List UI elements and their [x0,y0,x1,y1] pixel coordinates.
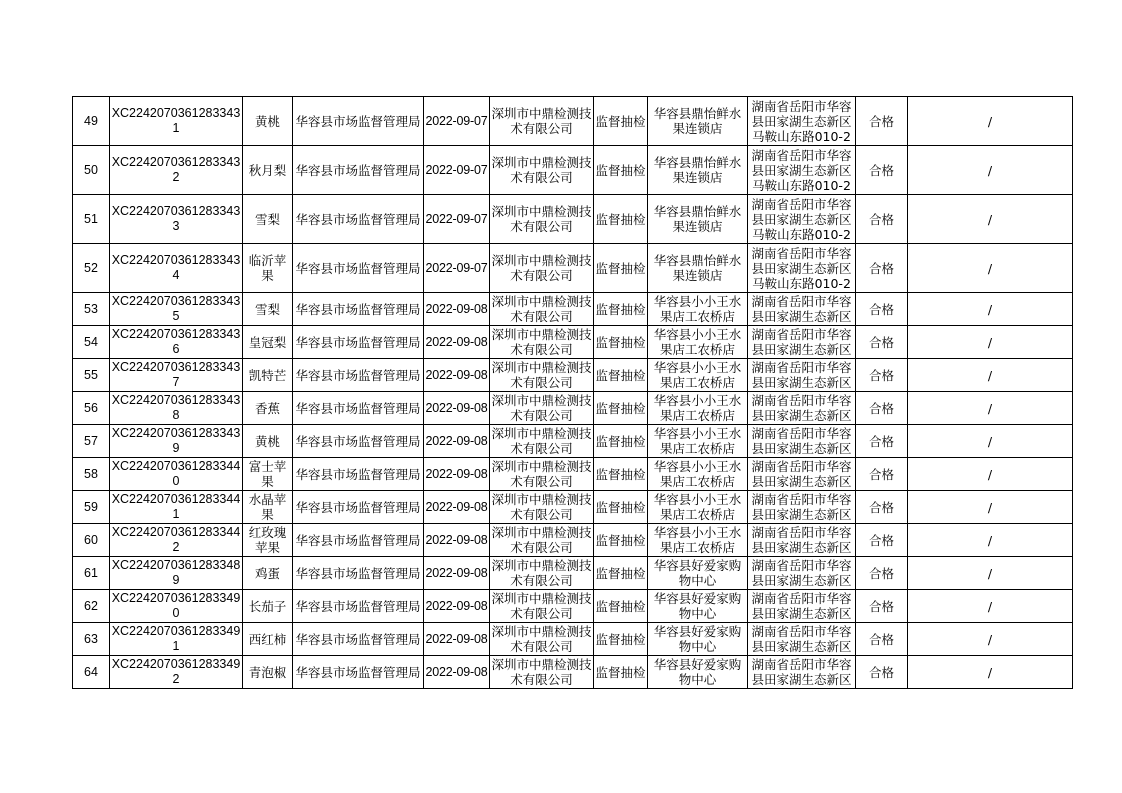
table-row [73,524,1073,557]
sample-code-cell: XC2242070361283348 9 [110,557,243,590]
unit-address-cell: 湖南省岳阳市华容县田家湖生态新区 [748,557,856,590]
task-type-cell: 监督抽检 [594,97,648,146]
sampled-unit-cell: 华容县小小王水果店工农桥店 [648,491,748,524]
result-cell: 合格 [856,458,908,491]
sample-name-cell: 富士苹果 [243,458,293,491]
table-body [73,97,1073,689]
table-row [73,656,1073,689]
sample-code-cell: XC2242070361283349 1 [110,623,243,656]
organizer-cell: 华容县市场监督管理局 [293,244,424,293]
sample-name-cell: 青泡椒 [243,656,293,689]
row-number-cell: 51 [73,195,110,244]
unit-address-cell: 湖南省岳阳市华容县田家湖生态新区马鞍山东路010-2 [748,146,856,195]
unit-address-cell: 湖南省岳阳市华容县田家湖生态新区 [748,359,856,392]
task-type-cell: 监督抽检 [594,425,648,458]
sampled-unit-cell: 华容县鼎怡鲜水果连锁店 [648,195,748,244]
inspection-results-table [72,96,1073,689]
sampled-unit-cell: 华容县小小王水果店工农桥店 [648,425,748,458]
row-number-cell: 49 [73,97,110,146]
testing-lab-cell: 深圳市中鼎检测技术有限公司 [491,492,592,522]
sampling-date-cell: 2022-09-08 [424,656,490,689]
sampled-unit-cell: 华容县小小王水果店工农桥店 [648,293,748,326]
organizer-cell: 华容县市场监督管理局 [293,97,424,146]
sample-name-cell: 凯特芒 [243,359,293,392]
table-row [73,326,1073,359]
unit-address-cell: 湖南省岳阳市华容县田家湖生态新区 [748,656,856,689]
testing-lab-cell: 深圳市中鼎检测技术有限公司 [491,426,592,456]
sampling-date-cell: 2022-09-08 [424,623,490,656]
testing-lab-cell: 深圳市中鼎检测技术有限公司 [491,393,592,423]
result-cell: 合格 [856,326,908,359]
unit-address-cell: 湖南省岳阳市华容县田家湖生态新区马鞍山东路010-2 [748,195,856,244]
remark-cell: / [908,623,1073,656]
sampled-unit-cell: 华容县鼎怡鲜水果连锁店 [648,146,748,195]
sampled-unit-cell: 华容县小小王水果店工农桥店 [648,326,748,359]
row-number-cell: 57 [73,425,110,458]
unit-address-cell: 湖南省岳阳市华容县田家湖生态新区 [748,623,856,656]
sample-name-cell: 临沂苹果 [243,244,293,293]
unit-address-cell: 湖南省岳阳市华容县田家湖生态新区 [748,458,856,491]
organizer-cell: 华容县市场监督管理局 [293,425,424,458]
result-cell: 合格 [856,491,908,524]
sample-code-cell: XC2242070361283344 2 [110,524,243,557]
organizer-cell: 华容县市场监督管理局 [293,392,424,425]
table-row [73,146,1073,195]
sampled-unit-cell: 华容县鼎怡鲜水果连锁店 [648,244,748,293]
sampled-unit-cell: 华容县鼎怡鲜水果连锁店 [648,97,748,146]
sample-name-cell: 雪梨 [243,195,293,244]
testing-lab-cell: 深圳市中鼎检测技术有限公司 [491,294,592,324]
sample-name-cell: 雪梨 [243,293,293,326]
task-type-cell: 监督抽检 [594,491,648,524]
sample-code-cell: XC2242070361283343 6 [110,326,243,359]
sampled-unit-cell: 华容县好爱家购物中心 [648,656,748,689]
organizer-cell: 华容县市场监督管理局 [293,557,424,590]
sampled-unit-cell: 华容县小小王水果店工农桥店 [648,359,748,392]
task-type-cell: 监督抽检 [594,524,648,557]
sampling-date-cell: 2022-09-08 [424,491,490,524]
sample-code-cell: XC2242070361283344 0 [110,458,243,491]
result-cell: 合格 [856,425,908,458]
sample-code-cell: XC2242070361283343 9 [110,425,243,458]
organizer-cell: 华容县市场监督管理局 [293,326,424,359]
table-row [73,392,1073,425]
testing-lab-cell: 深圳市中鼎检测技术有限公司 [491,591,592,621]
sampled-unit-cell: 华容县好爱家购物中心 [648,557,748,590]
sampling-date-cell: 2022-09-08 [424,458,490,491]
table-row [73,425,1073,458]
task-type-cell: 监督抽检 [594,623,648,656]
sampled-unit-cell: 华容县好爱家购物中心 [648,590,748,623]
sampling-date-cell: 2022-09-08 [424,359,490,392]
remark-cell: / [908,491,1073,524]
result-cell: 合格 [856,656,908,689]
row-number-cell: 59 [73,491,110,524]
remark-cell: / [908,656,1073,689]
unit-address-cell: 湖南省岳阳市华容县田家湖生态新区马鞍山东路010-2 [748,244,856,293]
row-number-cell: 55 [73,359,110,392]
task-type-cell: 监督抽检 [594,392,648,425]
row-number-cell: 56 [73,392,110,425]
testing-lab-cell: 深圳市中鼎检测技术有限公司 [491,657,592,687]
testing-lab-cell: 深圳市中鼎检测技术有限公司 [490,195,594,244]
sampling-date-cell: 2022-09-08 [424,524,490,557]
organizer-cell: 华容县市场监督管理局 [293,491,424,524]
result-cell: 合格 [856,195,908,244]
sample-code-cell: XC2242070361283343 4 [110,244,243,293]
table-row [73,195,1073,244]
testing-lab-cell: 深圳市中鼎检测技术有限公司 [491,624,592,654]
remark-cell: / [908,293,1073,326]
remark-cell: / [908,326,1073,359]
organizer-cell: 华容县市场监督管理局 [293,623,424,656]
unit-address-cell: 湖南省岳阳市华容县田家湖生态新区 [748,293,856,326]
unit-address-cell: 湖南省岳阳市华容县田家湖生态新区 [748,524,856,557]
unit-address-cell: 湖南省岳阳市华容县田家湖生态新区 [748,590,856,623]
task-type-cell: 监督抽检 [594,244,648,293]
remark-cell: / [908,557,1073,590]
organizer-cell: 华容县市场监督管理局 [293,656,424,689]
result-cell: 合格 [856,392,908,425]
remark-cell: / [908,524,1073,557]
sample-code-cell: XC2242070361283349 2 [110,656,243,689]
testing-lab-cell: 深圳市中鼎检测技术有限公司 [491,459,592,489]
sampled-unit-cell: 华容县小小王水果店工农桥店 [648,524,748,557]
task-type-cell: 监督抽检 [594,656,648,689]
result-cell: 合格 [856,293,908,326]
sample-code-cell: XC2242070361283343 1 [110,97,243,146]
sample-code-cell: XC2242070361283343 5 [110,293,243,326]
row-number-cell: 54 [73,326,110,359]
organizer-cell: 华容县市场监督管理局 [293,195,424,244]
table-row [73,458,1073,491]
remark-cell: / [908,244,1073,293]
row-number-cell: 61 [73,557,110,590]
organizer-cell: 华容县市场监督管理局 [293,524,424,557]
sampling-date-cell: 2022-09-08 [424,590,490,623]
table-row [73,359,1073,392]
result-cell: 合格 [856,623,908,656]
table-row [73,491,1073,524]
task-type-cell: 监督抽检 [594,590,648,623]
organizer-cell: 华容县市场监督管理局 [293,359,424,392]
testing-lab-cell: 深圳市中鼎检测技术有限公司 [490,97,594,146]
organizer-cell: 华容县市场监督管理局 [293,458,424,491]
sample-name-cell: 秋月梨 [243,146,293,195]
remark-cell: / [908,425,1073,458]
remark-cell: / [908,590,1073,623]
row-number-cell: 60 [73,524,110,557]
table-row [73,293,1073,326]
sampling-date-cell: 2022-09-08 [424,326,490,359]
result-cell: 合格 [856,590,908,623]
result-cell: 合格 [856,97,908,146]
sampling-date-cell: 2022-09-07 [424,244,490,293]
sample-name-cell: 西红柿 [243,623,293,656]
table-row [73,557,1073,590]
row-number-cell: 62 [73,590,110,623]
row-number-cell: 63 [73,623,110,656]
table-row [73,623,1073,656]
remark-cell: / [908,146,1073,195]
sample-name-cell: 皇冠梨 [243,326,293,359]
row-number-cell: 53 [73,293,110,326]
sample-name-cell: 香蕉 [243,392,293,425]
organizer-cell: 华容县市场监督管理局 [293,293,424,326]
sample-code-cell: XC2242070361283343 8 [110,392,243,425]
table-row [73,590,1073,623]
sampling-date-cell: 2022-09-08 [424,425,490,458]
task-type-cell: 监督抽检 [594,458,648,491]
sampling-date-cell: 2022-09-08 [424,557,490,590]
table-row [73,97,1073,146]
sampled-unit-cell: 华容县好爱家购物中心 [648,623,748,656]
testing-lab-cell: 深圳市中鼎检测技术有限公司 [491,525,592,555]
testing-lab-cell: 深圳市中鼎检测技术有限公司 [491,360,592,390]
sampling-date-cell: 2022-09-07 [424,195,490,244]
sampled-unit-cell: 华容县小小王水果店工农桥店 [648,458,748,491]
organizer-cell: 华容县市场监督管理局 [293,146,424,195]
sampling-date-cell: 2022-09-08 [424,392,490,425]
task-type-cell: 监督抽检 [594,359,648,392]
row-number-cell: 58 [73,458,110,491]
sampling-date-cell: 2022-09-08 [424,293,490,326]
testing-lab-cell: 深圳市中鼎检测技术有限公司 [491,558,592,588]
result-cell: 合格 [856,244,908,293]
sample-code-cell: XC2242070361283343 3 [110,195,243,244]
remark-cell: / [908,458,1073,491]
unit-address-cell: 湖南省岳阳市华容县田家湖生态新区 [748,392,856,425]
sample-name-cell: 红玫瑰苹果 [243,524,293,557]
unit-address-cell: 湖南省岳阳市华容县田家湖生态新区马鞍山东路010-2 [748,97,856,146]
testing-lab-cell: 深圳市中鼎检测技术有限公司 [491,327,592,357]
result-cell: 合格 [856,557,908,590]
row-number-cell: 50 [73,146,110,195]
result-cell: 合格 [856,524,908,557]
unit-address-cell: 湖南省岳阳市华容县田家湖生态新区 [748,326,856,359]
remark-cell: / [908,359,1073,392]
sampling-date-cell: 2022-09-07 [424,146,490,195]
sampled-unit-cell: 华容县小小王水果店工农桥店 [648,392,748,425]
remark-cell: / [908,392,1073,425]
sample-code-cell: XC2242070361283344 1 [110,491,243,524]
remark-cell: / [908,97,1073,146]
row-number-cell: 52 [73,244,110,293]
sample-name-cell: 长茄子 [243,590,293,623]
sample-name-cell: 黄桃 [243,425,293,458]
task-type-cell: 监督抽检 [594,557,648,590]
task-type-cell: 监督抽检 [594,146,648,195]
task-type-cell: 监督抽检 [594,326,648,359]
unit-address-cell: 湖南省岳阳市华容县田家湖生态新区 [748,425,856,458]
sample-name-cell: 黄桃 [243,97,293,146]
row-number-cell: 64 [73,656,110,689]
sample-name-cell: 鸡蛋 [243,557,293,590]
task-type-cell: 监督抽检 [594,293,648,326]
testing-lab-cell: 深圳市中鼎检测技术有限公司 [490,244,594,293]
sample-code-cell: XC2242070361283343 7 [110,359,243,392]
remark-cell: / [908,195,1073,244]
unit-address-cell: 湖南省岳阳市华容县田家湖生态新区 [748,491,856,524]
sample-code-cell: XC2242070361283343 2 [110,146,243,195]
testing-lab-cell: 深圳市中鼎检测技术有限公司 [490,146,594,195]
sampling-date-cell: 2022-09-07 [424,97,490,146]
task-type-cell: 监督抽检 [594,195,648,244]
result-cell: 合格 [856,359,908,392]
sample-name-cell: 水晶苹果 [243,491,293,524]
table-row [73,244,1073,293]
result-cell: 合格 [856,146,908,195]
sample-code-cell: XC2242070361283349 0 [110,590,243,623]
organizer-cell: 华容县市场监督管理局 [293,590,424,623]
